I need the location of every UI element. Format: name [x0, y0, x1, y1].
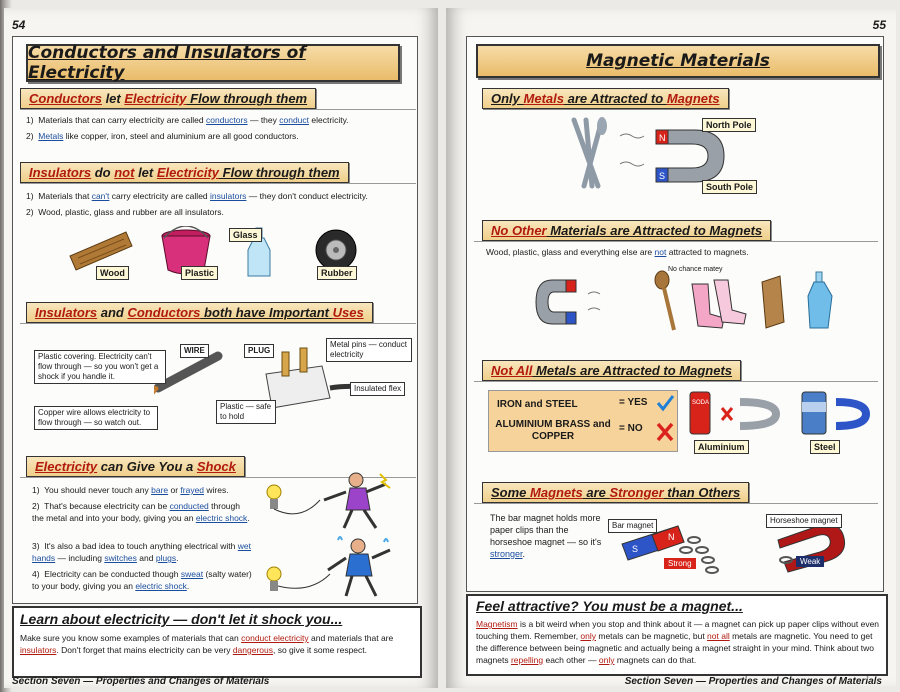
label-south-pole: South Pole	[702, 180, 757, 194]
shocked-person-icon	[324, 473, 390, 528]
svg-text:N: N	[659, 133, 666, 143]
right-page	[446, 8, 896, 688]
svg-text:S: S	[659, 171, 666, 181]
rubber-tyre-icon	[316, 230, 356, 270]
horseshoe-magnet-icon	[656, 130, 724, 182]
shock-heading: Electricity can Give You a Shock	[26, 456, 245, 477]
left-title-box	[26, 44, 400, 82]
shock-point-3: 3) It's also a bad idea to touch anything electrical with wet hands — including switches and plugs.	[32, 541, 251, 563]
magnetic-metals-table	[488, 390, 678, 452]
magnet-icon	[536, 280, 576, 324]
label-rubber: Rubber	[317, 266, 357, 280]
conductors-point-2: 2) Metals like copper, iron, steel and aluminium are all good conductors.	[26, 131, 299, 141]
right-footer: Section Seven — Properties and Changes of Materials	[624, 676, 882, 687]
stronger-heading: Some Magnets are Stronger than Others	[482, 482, 749, 503]
wooden-block-icon	[762, 276, 784, 328]
insulators-point-1: 1) Materials that can't carry electricity are called insulators — they don't conduct electricity.	[26, 191, 368, 201]
cans-magnet-illustration	[686, 388, 876, 444]
label-metal-pins: Metal pins — conduct electricity	[326, 338, 412, 362]
shock-point-1: 1) You should never touch any bare or frayed wires.	[32, 485, 229, 495]
tick-icon	[655, 393, 675, 413]
label-horseshoe-magnet: Horseshoe magnet	[766, 514, 842, 528]
steel-can-icon	[802, 392, 826, 434]
svg-text:S: S	[632, 544, 639, 554]
shock-illustration	[260, 470, 410, 598]
label-aluminium: Aluminium	[694, 440, 749, 454]
magnet-strength-illustration	[618, 520, 882, 582]
page-number-left: 54	[12, 18, 26, 32]
right-summary-heading: Feel attractive? You must be a magnet...	[476, 598, 743, 614]
cutlery-icon	[574, 117, 607, 186]
label-weak: Weak	[796, 556, 824, 567]
shock-point-2: 2) That's because electricity can be conducted through the metal and into your body, giving you an electric shock.	[32, 501, 250, 523]
other-materials-text: Wood, plastic, glass and everything else are not attracted to magnets.	[486, 247, 749, 257]
svg-text:N: N	[668, 532, 675, 542]
non-magnetic-objects-illustration	[532, 270, 852, 336]
conductors-point-1: 1) Materials that can carry electricity are called conductors — they conduct electricity.	[26, 115, 349, 125]
no-chance-caption: No chance matey	[668, 266, 723, 273]
left-summary-heading: Learn about electricity — don't let it shock you...	[20, 611, 343, 627]
label-plug: PLUG	[244, 344, 274, 358]
table-row1-value: = YES	[619, 397, 648, 408]
label-steel: Steel	[810, 440, 840, 454]
left-page	[4, 8, 438, 688]
page-number-right: 55	[872, 18, 886, 32]
wood-plank-icon	[70, 232, 132, 270]
left-footer: Section Seven — Properties and Changes of Materials	[12, 676, 270, 687]
wooden-spoon-icon	[655, 271, 674, 330]
lamp-icon	[267, 485, 330, 591]
metals-heading: Only Metals are Attracted to Magnets	[482, 88, 729, 109]
insulators-heading: Insulators do not let Electricity Flow through them	[20, 162, 349, 183]
label-insulated-flex: Insulated flex	[350, 382, 405, 396]
label-copper-wire: Copper wire allows electricity to flow through — so watch out.	[34, 406, 158, 430]
conductors-heading: Conductors let Electricity Flow through them	[20, 88, 316, 109]
label-plastic-covering: Plastic covering. Electricity can't flow through — so you won't get a shock if you handle it.	[34, 350, 166, 384]
right-summary-text: Magnetism is a bit weird when you stop and think about it — a magnet can pick up paper clips without even touching them. Remember, only metals can be magnetic, but not all metals are magnetic. You need to get the difference between being magnetic and actually being a magnet straight in your mind. Think about two magnets repelling each other — only magnets can do that.	[476, 619, 880, 665]
label-plastic-safe: Plastic — safe to hold	[216, 400, 276, 424]
table-row2-value: = NO	[619, 423, 643, 434]
aluminium-can-icon	[690, 392, 710, 434]
right-page-title: Magnetic Materials	[586, 51, 770, 71]
wet-person-icon	[328, 537, 390, 596]
label-north-pole: North Pole	[702, 118, 756, 132]
table-row2-label: ALUMINIUM BRASS and COPPER	[495, 419, 611, 442]
label-glass: Glass	[229, 228, 262, 242]
glass-bottle-icon	[808, 272, 832, 328]
socks-icon	[692, 280, 746, 328]
shock-point-4: 4) Electricity can be conducted though sweat (salty water) to your body, giving you an electric shock.	[32, 569, 252, 591]
label-wood: Wood	[96, 266, 129, 280]
stronger-text: The bar magnet holds more paper clips than the horseshoe magnet — so it's stronger.	[490, 513, 602, 559]
label-strong: Strong	[664, 558, 696, 569]
cross-icon	[655, 421, 675, 443]
left-summary-text: Make sure you know some examples of materials that can conduct electricity and materials that are insulators. Don't forget that mains electricity can be very dangerous, so give it some respect.	[20, 633, 394, 655]
label-wire: WIRE	[180, 344, 209, 358]
soda-label: SODA	[692, 400, 710, 406]
label-plastic: Plastic	[181, 266, 218, 280]
other-materials-heading: No Other Materials are Attracted to Magnets	[482, 220, 771, 241]
insulators-point-2: 2) Wood, plastic, glass and rubber are all insulators.	[26, 207, 224, 217]
left-page-title: Conductors and Insulators of Electricity	[28, 43, 306, 83]
table-row1-label: IRON and STEEL	[497, 399, 578, 410]
right-title-box	[476, 44, 880, 78]
label-bar-magnet: Bar magnet	[608, 519, 657, 533]
uses-heading: Insulators and Conductors both have Important Uses	[26, 302, 373, 323]
not-all-metals-heading: Not All Metals are Attracted to Magnets	[482, 360, 741, 381]
